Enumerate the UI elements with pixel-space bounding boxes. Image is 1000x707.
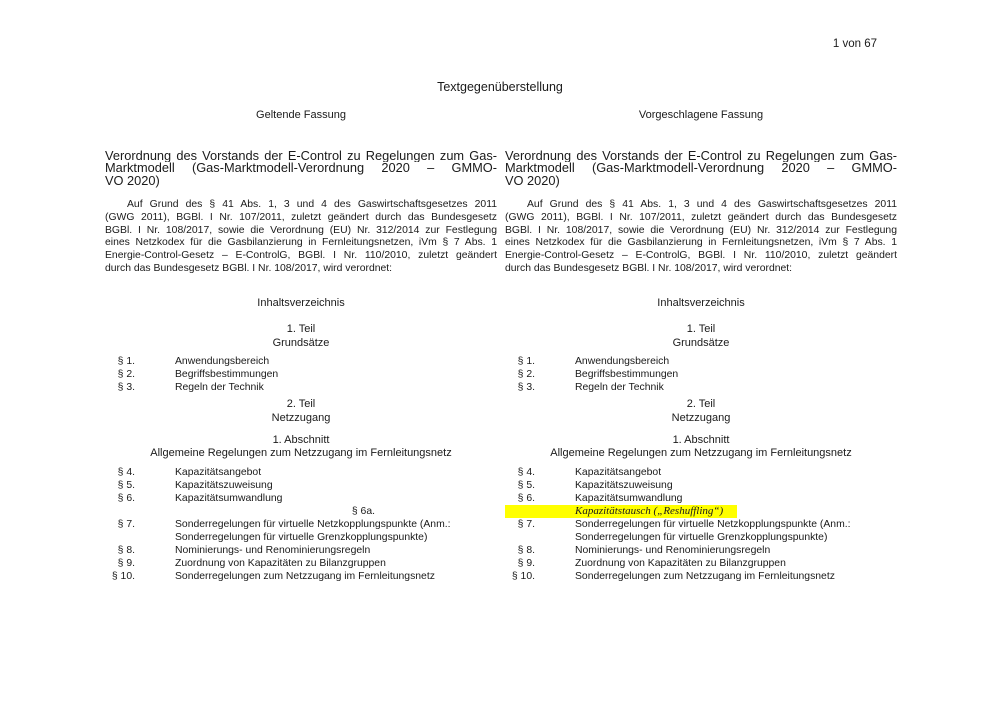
preamble-line: (GWG 2011), BGBl. I Nr. 107/2011, zuletzt geändert durch das Bundesgesetz (105, 211, 497, 223)
section-title-heading: Allgemeine Regelungen zum Netzzugang im Fernleitungsnetz (150, 447, 452, 459)
preamble-line: eines Netzkodex für die Gasbilanzierung in Fernleitungsnetzen, iVm § 7 Abs. 1 (105, 237, 497, 249)
section-number: § 9. (117, 558, 135, 569)
section-title: Sonderregelungen für virtuelle Netzkopplungspunkte (Anm.: (175, 519, 451, 530)
section-number: § 1. (117, 356, 135, 367)
part-title: Grundsätze (272, 337, 330, 349)
section-title: Begriffsbestimmungen (175, 369, 279, 380)
section-number: § 4. (117, 467, 135, 478)
section-number: § 2. (517, 369, 535, 380)
toc-entry[interactable] (505, 492, 897, 505)
section-title: Kapazitätsumwandlung (175, 493, 283, 504)
section-title: Kapazitätsumwandlung (575, 493, 683, 504)
heading-line: VO 2020) (505, 172, 560, 188)
toc-entry[interactable] (505, 544, 897, 557)
section-number: § 3. (517, 382, 535, 393)
section-number: § 2. (117, 369, 135, 380)
toc-entry[interactable] (105, 466, 497, 479)
part-label: 1. Teil (286, 323, 316, 335)
section-title: Nominierungs- und Renominierungsregeln (175, 545, 371, 556)
section-number: § 7. (117, 519, 135, 530)
section-title: Kapazitätstausch („Reshuffling“) (575, 505, 724, 517)
section-title-continued: Sonderregelungen für virtuelle Grenzkopplungspunkte) (175, 532, 428, 543)
section-label: 1. Abschnitt (672, 434, 730, 446)
part-label: 2. Teil (686, 398, 716, 410)
heading-line: Verordnung des Vorstands der E-Control zu Regelungen zum Gas- (505, 150, 897, 163)
section-number: § 1. (517, 356, 535, 367)
toc-entry[interactable] (505, 368, 897, 381)
section-number: § 7. (517, 519, 535, 530)
section-title: Regeln der Technik (575, 382, 664, 393)
heading-line: Marktmodell (Gas-Marktmodell-Verordnung 2020 – GMMO- (505, 162, 897, 175)
section-number: § 5. (517, 480, 535, 491)
toc-entry[interactable] (105, 544, 497, 557)
column-header-current: Geltende Fassung (256, 109, 346, 121)
section-title: Nominierungs- und Renominierungsregeln (575, 545, 771, 556)
heading-line: Verordnung des Vorstands der E-Control zu Regelungen zum Gas- (105, 150, 497, 163)
toc-entry[interactable] (505, 570, 897, 583)
toc-entry[interactable] (105, 570, 497, 583)
document-title: Textgegenüberstellung (437, 80, 563, 94)
section-number: § 10. (111, 571, 135, 582)
toc-title: Inhaltsverzeichnis (257, 297, 345, 309)
section-number: § 10. (511, 571, 535, 582)
regulation-heading (505, 150, 897, 187)
regulation-heading (105, 150, 497, 187)
preamble-line: durch das Bundesgesetz BGBl. I Nr. 108/2017, wird verordnet: (105, 262, 393, 274)
toc-entry[interactable] (105, 492, 497, 505)
toc-title: Inhaltsverzeichnis (657, 297, 745, 309)
toc-list-section1 (351, 466, 897, 583)
part-label: 2. Teil (286, 398, 316, 410)
section-title-continued: Sonderregelungen für virtuelle Grenzkopplungspunkte) (575, 532, 828, 543)
section-title: Anwendungsbereich (575, 356, 670, 367)
section-title: Sonderregelungen zum Netzzugang im Fernleitungsnetz (575, 571, 835, 582)
heading-line: VO 2020) (105, 172, 160, 188)
section-number: § 6. (117, 493, 135, 504)
toc-entry-new-highlighted[interactable] (351, 505, 737, 518)
preamble-line: (GWG 2011), BGBl. I Nr. 107/2011, zuletzt geändert durch das Bundesgesetz (505, 211, 897, 223)
toc-entry[interactable] (105, 479, 497, 492)
toc-list-part1 (505, 355, 897, 394)
heading-line: Marktmodell (Gas-Marktmodell-Verordnung 2020 – GMMO- (105, 162, 497, 175)
preamble-line: BGBl. I Nr. 108/2017, sowie die Verordnung (EU) Nr. 312/2014 zur Festlegung (105, 224, 497, 236)
section-number: § 8. (117, 545, 135, 556)
section-number: § 3. (117, 382, 135, 393)
toc-entry[interactable] (105, 518, 497, 544)
toc-list-part1 (105, 355, 497, 394)
section-number: § 5. (117, 480, 135, 491)
toc-entry[interactable] (505, 466, 897, 479)
toc-entry[interactable] (105, 355, 497, 368)
section-title: Sonderregelungen zum Netzzugang im Fernleitungsnetz (175, 571, 435, 582)
toc-entry[interactable] (505, 518, 897, 544)
preamble (505, 199, 897, 276)
preamble-line: Auf Grund des § 41 Abs. 1, 3 und 4 des Gaswirtschaftsgesetzes 2011 (127, 199, 497, 210)
section-title: Kapazitätsangebot (575, 467, 662, 478)
section-number: § 9. (517, 558, 535, 569)
section-title: Kapazitätszuweisung (575, 480, 673, 491)
toc-entry[interactable] (105, 381, 497, 394)
preamble-line: BGBl. I Nr. 108/2017, sowie die Verordnung (EU) Nr. 312/2014 zur Festlegung (505, 224, 897, 236)
section-number: § 6. (517, 493, 535, 504)
toc-entry[interactable] (105, 368, 497, 381)
preamble-line: durch das Bundesgesetz BGBl. I Nr. 108/2017, wird verordnet: (505, 262, 793, 274)
page-number: 1 von 67 (832, 38, 877, 50)
section-title-heading: Allgemeine Regelungen zum Netzzugang im Fernleitungsnetz (550, 447, 852, 459)
section-title: Kapazitätszuweisung (175, 480, 273, 491)
preamble-line: Auf Grund des § 41 Abs. 1, 3 und 4 des Gaswirtschaftsgesetzes 2011 (527, 199, 897, 210)
column-header-proposed: Vorgeschlagene Fassung (638, 109, 764, 121)
section-number: § 8. (517, 545, 535, 556)
preamble-line: Energie-Control-Gesetz – E-ControlG, BGBl. I Nr. 110/2010, zuletzt geändert (505, 250, 897, 262)
section-number: § 6a. (351, 506, 375, 517)
preamble (105, 199, 497, 276)
section-title: Anwendungsbereich (175, 356, 270, 367)
section-title: Kapazitätsangebot (175, 467, 262, 478)
part-title: Netzzugang (271, 412, 331, 424)
toc-entry[interactable] (505, 355, 897, 368)
preamble-line: Energie-Control-Gesetz – E-ControlG, BGBl. I Nr. 110/2010, zuletzt geändert (105, 250, 497, 262)
toc-list-section1 (105, 466, 497, 583)
section-title: Begriffsbestimmungen (575, 369, 679, 380)
section-title: Regeln der Technik (175, 382, 264, 393)
toc-entry[interactable] (105, 557, 497, 570)
section-title: Sonderregelungen für virtuelle Netzkopplungspunkte (Anm.: (575, 519, 851, 530)
preamble-line: eines Netzkodex für die Gasbilanzierung in Fernleitungsnetzen, iVm § 7 Abs. 1 (505, 237, 897, 249)
part-label: 1. Teil (686, 323, 716, 335)
toc-entry[interactable] (505, 381, 897, 394)
toc-entry[interactable] (505, 479, 897, 492)
section-number: § 4. (517, 467, 535, 478)
part-title: Netzzugang (671, 412, 731, 424)
section-title: Zuordnung von Kapazitäten zu Bilanzgruppen (575, 558, 786, 569)
toc-spacer (105, 505, 497, 518)
section-title: Zuordnung von Kapazitäten zu Bilanzgruppen (175, 558, 386, 569)
toc-entry[interactable] (505, 557, 897, 570)
section-label: 1. Abschnitt (272, 434, 330, 446)
part-title: Grundsätze (672, 337, 730, 349)
